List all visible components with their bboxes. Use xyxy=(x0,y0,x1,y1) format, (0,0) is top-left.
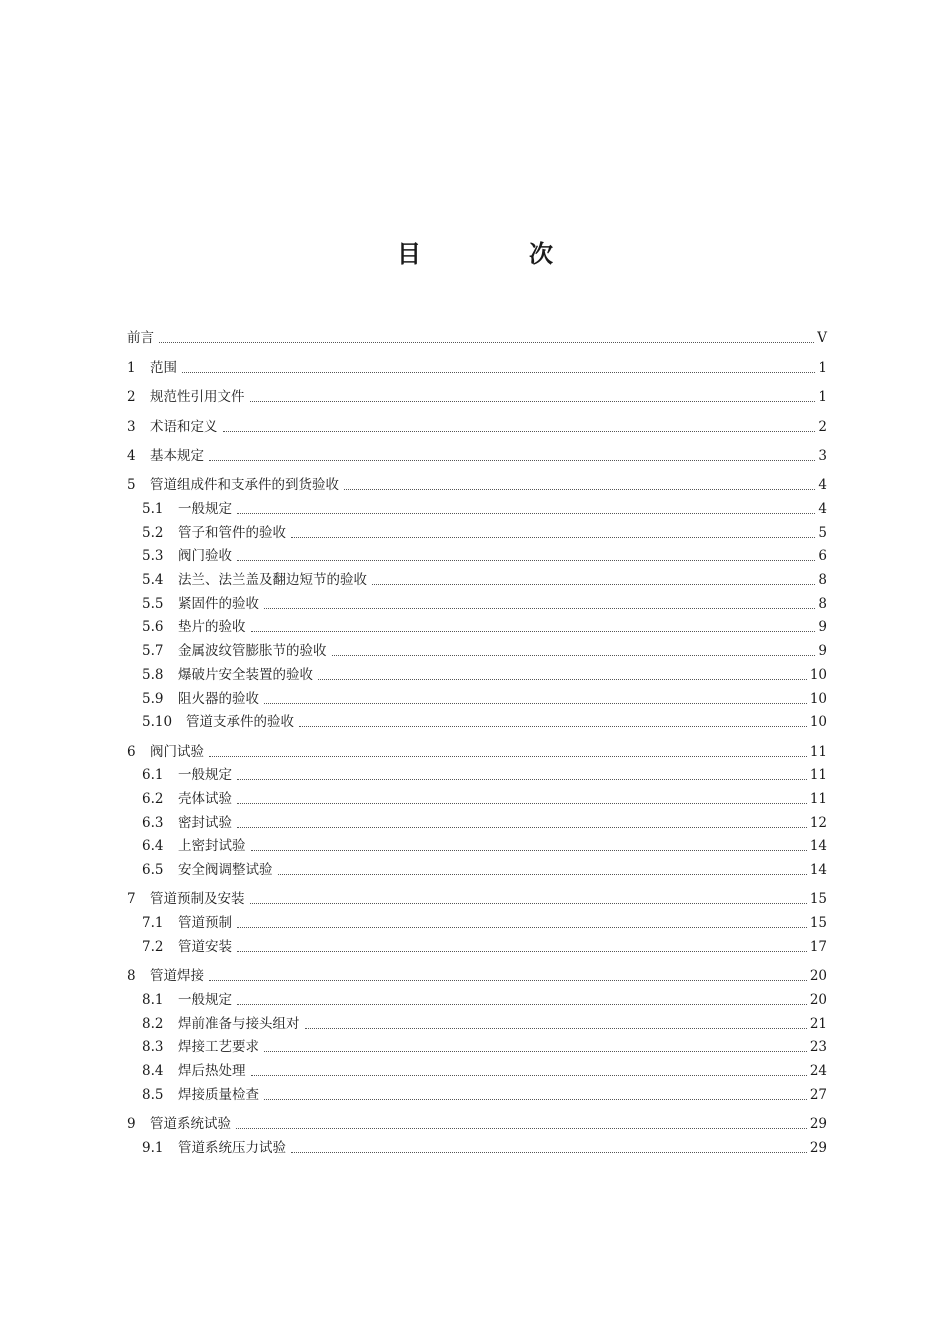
toc-entry-page: 8 xyxy=(818,595,827,612)
toc-entry-page: 11 xyxy=(809,767,827,784)
toc-entry-number: 1 xyxy=(127,359,136,376)
toc-entry-number: 5.3 xyxy=(142,548,164,565)
toc-entry-page: 9 xyxy=(818,619,827,636)
toc-entry[interactable] xyxy=(127,465,827,494)
toc-entry-label: 垫片的验收 xyxy=(178,619,246,636)
toc-entry-number: 3 xyxy=(127,418,136,435)
toc-entry-number: 8 xyxy=(127,968,136,985)
toc-entry[interactable] xyxy=(127,761,827,785)
dot-leader xyxy=(182,372,815,373)
toc-entry-number: 5.7 xyxy=(142,643,164,660)
page-title: 目 次 xyxy=(397,240,595,268)
toc-entry-page: 24 xyxy=(809,1062,827,1079)
toc-entry-number: 6.1 xyxy=(142,767,164,784)
toc-entry-label: 焊接工艺要求 xyxy=(178,1039,259,1056)
toc-entry-label: 紧固件的验收 xyxy=(178,595,259,612)
toc-entry[interactable] xyxy=(127,985,827,1009)
toc-entry-page: 4 xyxy=(818,477,827,494)
toc-entry[interactable] xyxy=(127,542,827,566)
toc-entry[interactable] xyxy=(127,377,827,406)
toc-entry-number: 8.5 xyxy=(142,1086,164,1103)
toc-entry-page: 14 xyxy=(809,838,827,855)
dot-leader xyxy=(372,584,815,585)
toc-entry[interactable] xyxy=(127,660,827,684)
toc-entry-label: 阀门验收 xyxy=(178,548,232,565)
dot-leader xyxy=(159,342,814,343)
toc-entry-page: 15 xyxy=(809,915,827,932)
toc-entry[interactable] xyxy=(127,347,827,376)
toc-entry[interactable] xyxy=(127,436,827,465)
dot-leader xyxy=(251,850,807,851)
toc-entry-label: 术语和定义 xyxy=(150,418,218,435)
dot-leader xyxy=(236,1128,807,1129)
toc-entry-page: 29 xyxy=(809,1139,827,1156)
toc-entry[interactable] xyxy=(127,1009,827,1033)
toc-entry[interactable] xyxy=(127,832,827,856)
toc-entry-number: 2 xyxy=(127,389,136,406)
toc-entry-label: 一般规定 xyxy=(178,991,232,1008)
toc-entry[interactable] xyxy=(127,1104,827,1133)
toc-entry-page: 3 xyxy=(818,447,827,464)
toc-entry-number: 5.8 xyxy=(142,666,164,683)
toc-entry-number: 5 xyxy=(127,477,136,494)
toc-entry-page: 6 xyxy=(818,548,827,565)
toc-entry-page: 15 xyxy=(809,891,827,908)
toc-entry-label: 基本规定 xyxy=(150,447,204,464)
toc-entry-page: 9 xyxy=(818,643,827,660)
toc-entry[interactable] xyxy=(127,1033,827,1057)
toc-entry-number: 7.1 xyxy=(142,915,164,932)
toc-entry[interactable] xyxy=(127,908,827,932)
toc-entry-number: 9.1 xyxy=(142,1139,164,1156)
toc-entry-label: 管子和管件的验收 xyxy=(178,524,286,541)
dot-leader xyxy=(209,980,807,981)
dot-leader xyxy=(278,874,807,875)
toc-entry[interactable] xyxy=(127,731,827,760)
dot-leader xyxy=(318,679,807,680)
toc-entry-number: 8.2 xyxy=(142,1015,164,1032)
toc-entry-page: V xyxy=(817,330,827,347)
toc-entry-page: 10 xyxy=(809,666,827,683)
toc-entry-page: 10 xyxy=(809,690,827,707)
toc-entry-number: 6.2 xyxy=(142,790,164,807)
toc-entry-label: 金属波纹管膨胀节的验收 xyxy=(178,643,327,660)
dot-leader xyxy=(264,608,815,609)
dot-leader xyxy=(209,756,807,757)
toc-entry-number: 8.4 xyxy=(142,1062,164,1079)
toc-entry-number: 5.4 xyxy=(142,572,164,589)
toc-entry-number: 5.10 xyxy=(142,714,173,731)
toc-entry-page: 11 xyxy=(809,743,827,760)
toc-entry-page: 12 xyxy=(809,814,827,831)
toc-entry-label: 管道预制及安装 xyxy=(150,891,245,908)
toc-entry-page: 8 xyxy=(818,572,827,589)
toc-entry-label: 焊前准备与接头组对 xyxy=(178,1015,300,1032)
toc-entry[interactable] xyxy=(127,808,827,832)
toc-entry-label: 壳体试验 xyxy=(178,790,232,807)
dot-leader xyxy=(251,1075,807,1076)
dot-leader xyxy=(237,803,807,804)
toc-entry-number: 8.3 xyxy=(142,1039,164,1056)
dot-leader xyxy=(264,703,807,704)
toc-entry-label: 规范性引用文件 xyxy=(150,389,245,406)
toc-entry-label: 法兰、法兰盖及翻边短节的验收 xyxy=(178,572,367,589)
toc-entry-number: 7.2 xyxy=(142,938,164,955)
toc-entry[interactable] xyxy=(127,636,827,660)
toc-entry[interactable] xyxy=(127,879,827,908)
toc-entry-label: 上密封试验 xyxy=(178,838,246,855)
dot-leader xyxy=(264,1099,807,1100)
toc-entry-label: 管道安装 xyxy=(178,938,232,955)
toc-entry[interactable] xyxy=(127,708,827,732)
toc-entry[interactable] xyxy=(127,589,827,613)
toc-entry-number: 8.1 xyxy=(142,991,164,1008)
toc-entry-label: 管道预制 xyxy=(178,915,232,932)
toc-entry-number: 7 xyxy=(127,891,136,908)
toc-entry[interactable] xyxy=(127,1080,827,1104)
toc-entry[interactable] xyxy=(127,855,827,879)
toc-entry-label: 管道支承件的验收 xyxy=(186,714,294,731)
toc-entry-label: 焊接质量检查 xyxy=(178,1086,259,1103)
toc-entry-page: 20 xyxy=(809,991,827,1008)
toc-entry-label: 范围 xyxy=(150,359,177,376)
toc-entry[interactable] xyxy=(127,784,827,808)
dot-leader xyxy=(223,431,816,432)
toc-entry-page: 5 xyxy=(818,524,827,541)
dot-leader xyxy=(237,513,815,514)
toc-entry-page: 10 xyxy=(809,714,827,731)
toc-entry[interactable] xyxy=(127,406,827,435)
dot-leader xyxy=(237,951,807,952)
toc-entry[interactable] xyxy=(127,1056,827,1080)
toc-entry[interactable] xyxy=(127,956,827,985)
toc-entry[interactable] xyxy=(127,565,827,589)
toc-entry-page: 1 xyxy=(818,359,827,376)
toc-entry-number: 9 xyxy=(127,1116,136,1133)
toc-entry[interactable] xyxy=(127,613,827,637)
toc-entry-page: 14 xyxy=(809,862,827,879)
dot-leader xyxy=(332,655,816,656)
toc-entry-number: 5.2 xyxy=(142,524,164,541)
toc-entry-label: 管道焊接 xyxy=(150,968,204,985)
toc-entry-page: 4 xyxy=(818,501,827,518)
dot-leader xyxy=(250,401,816,402)
toc-entry-number: 6.4 xyxy=(142,838,164,855)
toc-entry-page: 21 xyxy=(809,1015,827,1032)
toc-entry[interactable] xyxy=(127,932,827,956)
dot-leader xyxy=(237,1004,807,1005)
dot-leader xyxy=(299,726,807,727)
toc-entry-label: 一般规定 xyxy=(178,501,232,518)
dot-leader xyxy=(237,779,807,780)
toc-entry-page: 11 xyxy=(809,790,827,807)
dot-leader xyxy=(291,537,815,538)
toc-entry[interactable] xyxy=(127,684,827,708)
dot-leader xyxy=(344,489,815,490)
toc-entry-number: 6.5 xyxy=(142,862,164,879)
toc-entry-label: 安全阀调整试验 xyxy=(178,862,273,879)
toc-entry[interactable] xyxy=(127,1133,827,1157)
toc-entry-page: 17 xyxy=(809,938,827,955)
table-of-contents xyxy=(127,318,827,1157)
toc-entry[interactable] xyxy=(127,518,827,542)
dot-leader xyxy=(250,903,807,904)
toc-entry-label: 爆破片安全装置的验收 xyxy=(178,666,313,683)
toc-entry-page: 20 xyxy=(809,968,827,985)
toc-entry-label: 管道系统试验 xyxy=(150,1116,231,1133)
dot-leader xyxy=(237,560,815,561)
dot-leader xyxy=(305,1028,807,1029)
toc-entry-number: 6.3 xyxy=(142,814,164,831)
toc-entry-number: 6 xyxy=(127,743,136,760)
toc-entry-label: 阀门试验 xyxy=(150,743,204,760)
toc-entry-label: 阻火器的验收 xyxy=(178,690,259,707)
toc-entry[interactable] xyxy=(127,318,827,347)
dot-leader xyxy=(237,927,807,928)
dot-leader xyxy=(209,460,815,461)
toc-entry-number: 5.1 xyxy=(142,501,164,518)
toc-entry-number: 5.5 xyxy=(142,595,164,612)
toc-entry-label: 管道组成件和支承件的到货验收 xyxy=(150,477,339,494)
toc-entry-label: 前言 xyxy=(127,330,154,347)
toc-entry-page: 1 xyxy=(818,389,827,406)
toc-entry-page: 23 xyxy=(809,1039,827,1056)
toc-entry-label: 管道系统压力试验 xyxy=(178,1139,286,1156)
toc-entry[interactable] xyxy=(127,494,827,518)
dot-leader xyxy=(237,827,807,828)
dot-leader xyxy=(291,1152,807,1153)
toc-entry-number: 5.9 xyxy=(142,690,164,707)
toc-entry-page: 2 xyxy=(818,418,827,435)
toc-entry-label: 焊后热处理 xyxy=(178,1062,246,1079)
toc-entry-number: 4 xyxy=(127,447,136,464)
toc-entry-label: 密封试验 xyxy=(178,814,232,831)
toc-entry-label: 一般规定 xyxy=(178,767,232,784)
dot-leader xyxy=(251,631,816,632)
dot-leader xyxy=(264,1051,807,1052)
toc-entry-page: 27 xyxy=(809,1086,827,1103)
toc-entry-number: 5.6 xyxy=(142,619,164,636)
toc-entry-page: 29 xyxy=(809,1116,827,1133)
